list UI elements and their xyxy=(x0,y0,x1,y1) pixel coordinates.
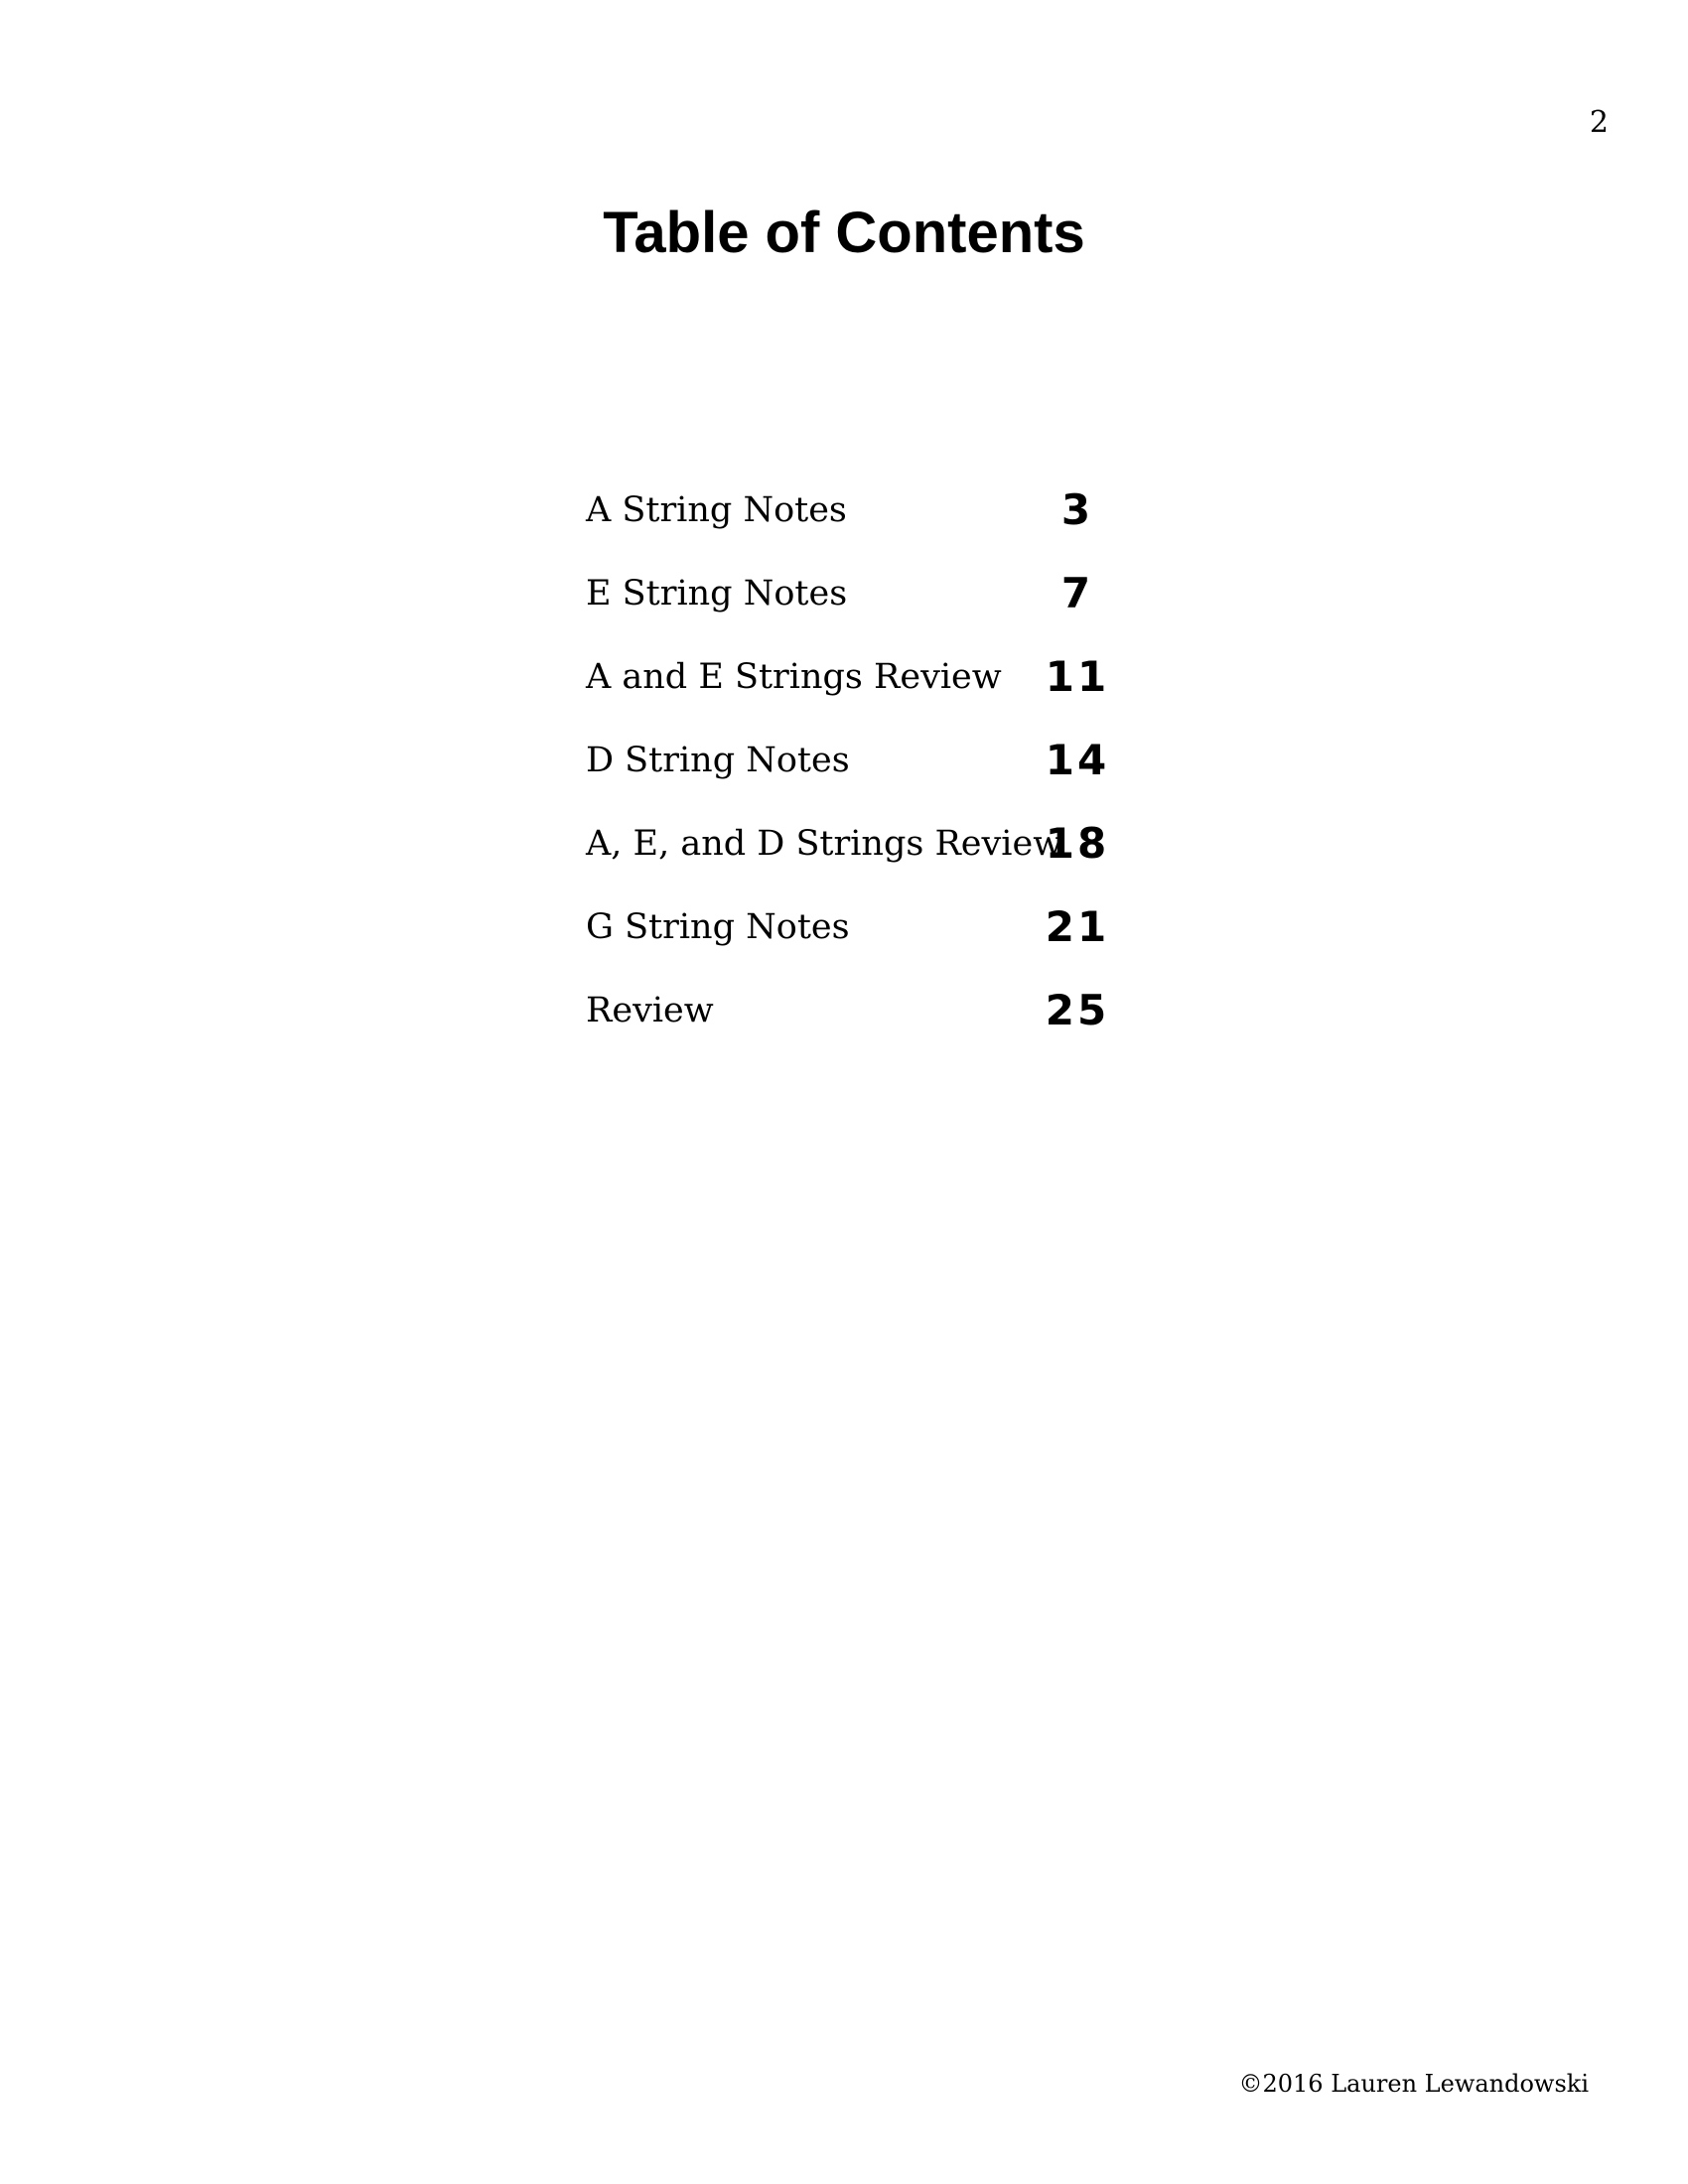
copyright-notice: ©2016 Lauren Lewandowski xyxy=(1238,2070,1589,2098)
toc-entry-label: Review xyxy=(586,991,714,1030)
toc-entry-label: A and E Strings Review xyxy=(586,657,1002,697)
toc-entry-d-string-notes xyxy=(586,719,1142,802)
toc-entry-page-number: 7 xyxy=(1060,569,1094,617)
toc-entry-label: E String Notes xyxy=(586,574,848,614)
toc-entry-page-number: 14 xyxy=(1045,736,1110,784)
toc-entry-page-number: 3 xyxy=(1060,485,1094,534)
toc-entry-e-string-notes xyxy=(586,552,1142,635)
toc-entry-label: A, E, and D Strings Review xyxy=(586,824,1063,864)
page-number: 2 xyxy=(1589,105,1609,140)
toc-entry-label: G String Notes xyxy=(586,907,850,947)
table-of-contents xyxy=(586,469,1142,1052)
toc-entry-page-number: 25 xyxy=(1045,986,1110,1034)
toc-entry-page-number: 21 xyxy=(1045,902,1110,951)
toc-entry-label: D String Notes xyxy=(586,741,850,780)
toc-entry-a-e-and-d-strings-review xyxy=(586,802,1142,886)
toc-entry-label: A String Notes xyxy=(586,490,847,530)
page-title: Table of Contents xyxy=(603,201,1085,265)
toc-entry-a-string-notes xyxy=(586,469,1142,552)
toc-entry-a-and-e-strings-review xyxy=(586,635,1142,719)
toc-entry-g-string-notes xyxy=(586,886,1142,969)
toc-entry-review xyxy=(586,969,1142,1052)
toc-entry-page-number: 11 xyxy=(1045,652,1110,701)
toc-entry-page-number: 18 xyxy=(1045,819,1110,868)
